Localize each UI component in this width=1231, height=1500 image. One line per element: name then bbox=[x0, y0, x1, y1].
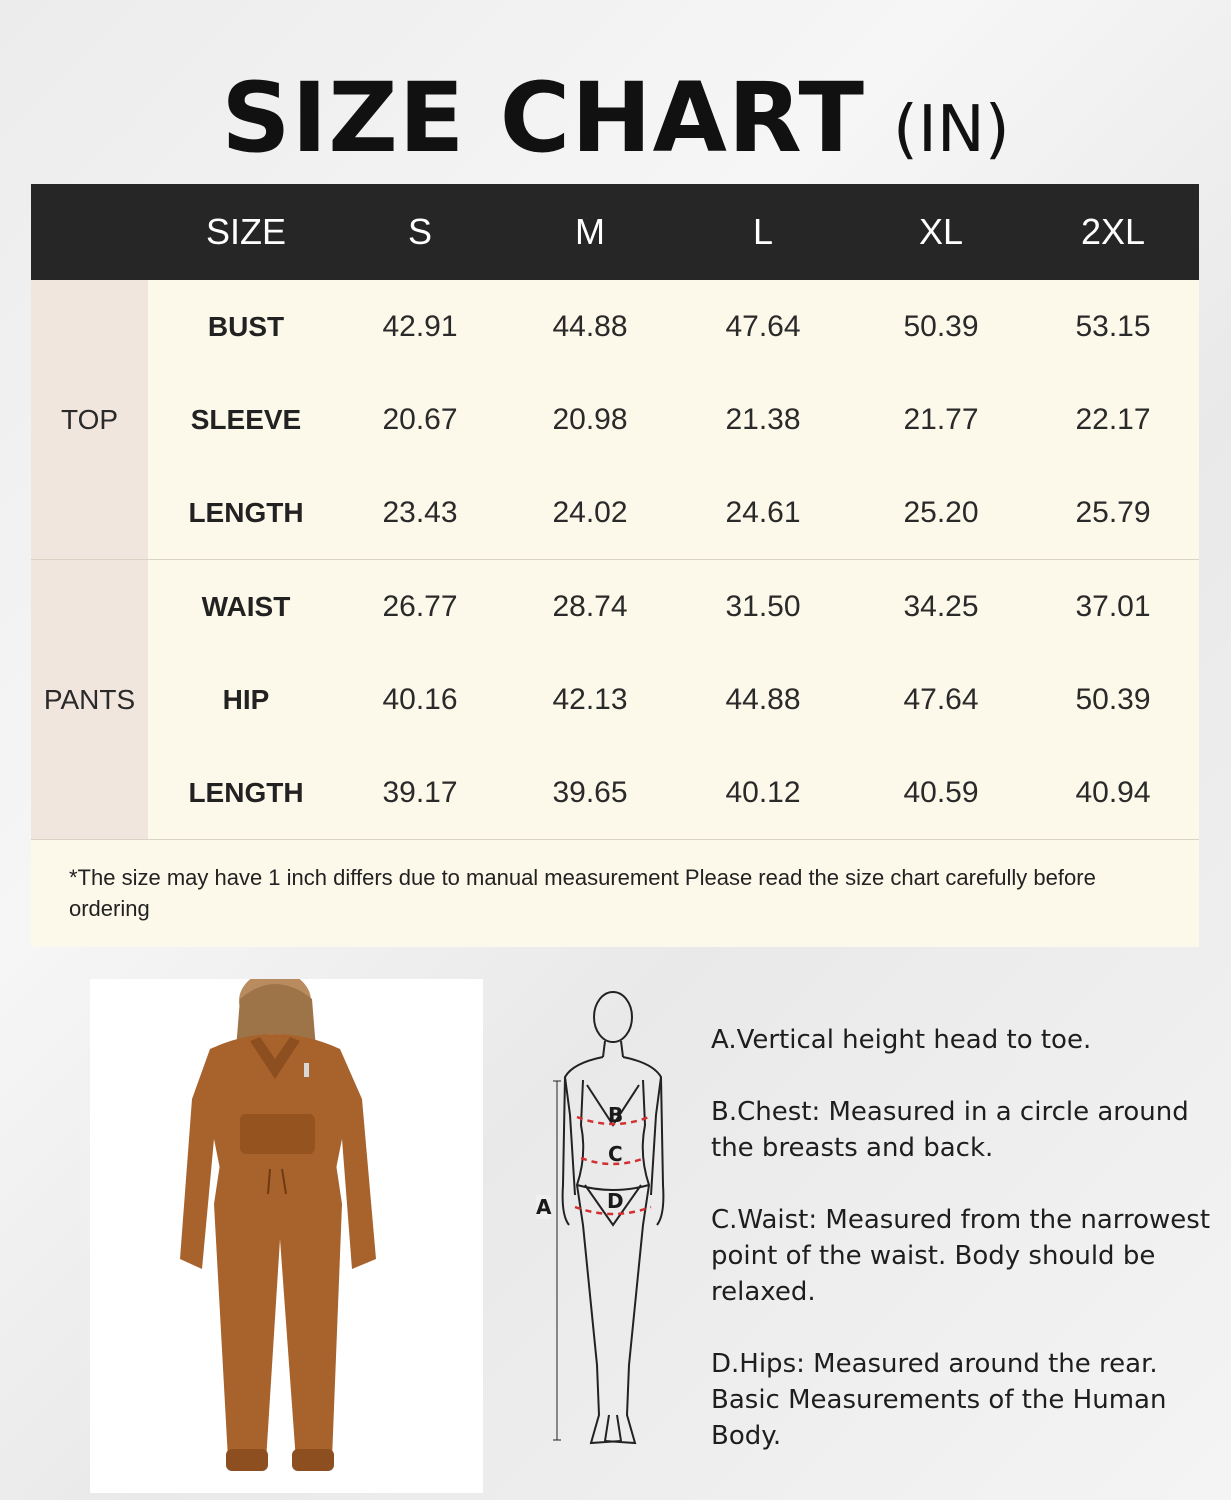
header-size: SIZE bbox=[205, 211, 286, 252]
table-cell: 37.01 bbox=[1075, 589, 1151, 623]
header-col-l: L bbox=[752, 211, 774, 252]
product-photo bbox=[90, 979, 483, 1493]
table-row bbox=[148, 373, 1199, 466]
diagram-label-d: D bbox=[607, 1189, 624, 1213]
table-cell: 44.88 bbox=[725, 682, 801, 716]
diagram-label-a: A bbox=[536, 1195, 552, 1219]
table-cell: 39.17 bbox=[382, 775, 458, 809]
row-label: WAIST bbox=[201, 590, 291, 622]
table-cell: 47.64 bbox=[903, 682, 979, 716]
measurement-c: C.Waist: Measured from the narrowest point of the waist. Body should be relaxed. bbox=[711, 1205, 1211, 1307]
measurement-instructions bbox=[711, 1022, 1211, 1490]
header-col-m: M bbox=[575, 211, 605, 252]
title-unit: (IN) bbox=[892, 93, 1010, 167]
group-pants bbox=[31, 559, 1199, 839]
table-cell: 42.91 bbox=[382, 309, 458, 343]
table-cell: 25.79 bbox=[1075, 495, 1151, 529]
measurement-a: A.Vertical height head to toe. bbox=[711, 1025, 1092, 1055]
size-table bbox=[31, 184, 1199, 947]
table-cell: 28.74 bbox=[552, 589, 628, 623]
header-col-2xl: 2XL bbox=[1080, 211, 1146, 252]
table-cell: 24.61 bbox=[725, 495, 801, 529]
table-cell: 21.38 bbox=[725, 402, 801, 436]
table-cell: 40.16 bbox=[382, 682, 458, 716]
table-cell: 50.39 bbox=[903, 309, 979, 343]
diagram-label-b: B bbox=[608, 1103, 624, 1127]
table-cell: 47.64 bbox=[725, 309, 801, 343]
table-row bbox=[148, 560, 1199, 653]
table-cell: 53.15 bbox=[1075, 309, 1151, 343]
size-chart-title bbox=[0, 62, 1231, 174]
table-cell: 23.43 bbox=[382, 495, 458, 529]
diagram-label-c: C bbox=[608, 1142, 623, 1166]
table-cell: 22.17 bbox=[1075, 402, 1151, 436]
table-cell: 26.77 bbox=[382, 589, 458, 623]
group-label-top: TOP bbox=[31, 280, 148, 559]
table-header bbox=[31, 184, 1199, 280]
header-col-xl: XL bbox=[918, 211, 964, 252]
table-cell: 40.94 bbox=[1075, 775, 1151, 809]
table-row bbox=[148, 280, 1199, 373]
table-cell: 21.77 bbox=[903, 402, 979, 436]
row-label: SLEEVE bbox=[190, 403, 302, 435]
measurement-b: B.Chest: Measured in a circle around the breasts and back. bbox=[711, 1097, 1189, 1163]
table-cell: 31.50 bbox=[725, 589, 801, 623]
header-col-s: S bbox=[407, 211, 432, 252]
model-outfit-illustration bbox=[90, 979, 483, 1493]
table-cell: 24.02 bbox=[552, 495, 628, 529]
row-label: HIP bbox=[222, 683, 270, 715]
measurement-d: D.Hips: Measured around the rear. Basic Measurements of the Human Body. bbox=[711, 1349, 1167, 1451]
size-note: *The size may have 1 inch differs due to manual measurement Please read the size chart carefully before ordering bbox=[31, 839, 1199, 947]
group-top bbox=[31, 280, 1199, 559]
table-cell: 25.20 bbox=[903, 495, 979, 529]
table-cell: 34.25 bbox=[903, 589, 979, 623]
body-outline-icon bbox=[525, 985, 675, 1460]
table-row bbox=[148, 746, 1199, 839]
table-row bbox=[148, 653, 1199, 746]
row-label: BUST bbox=[207, 310, 285, 342]
table-cell: 44.88 bbox=[552, 309, 628, 343]
group-label-pants: PANTS bbox=[31, 560, 148, 839]
table-cell: 42.13 bbox=[552, 682, 628, 716]
table-cell: 40.59 bbox=[903, 775, 979, 809]
table-cell: 50.39 bbox=[1075, 682, 1151, 716]
title-main: SIZE CHART bbox=[221, 62, 865, 174]
table-cell: 20.98 bbox=[552, 402, 628, 436]
body-measurement-diagram bbox=[525, 985, 675, 1460]
table-row bbox=[148, 466, 1199, 559]
table-cell: 39.65 bbox=[552, 775, 628, 809]
row-label: LENGTH bbox=[188, 776, 304, 808]
table-cell: 20.67 bbox=[382, 402, 458, 436]
row-label: LENGTH bbox=[188, 496, 304, 528]
table-cell: 40.12 bbox=[725, 775, 801, 809]
